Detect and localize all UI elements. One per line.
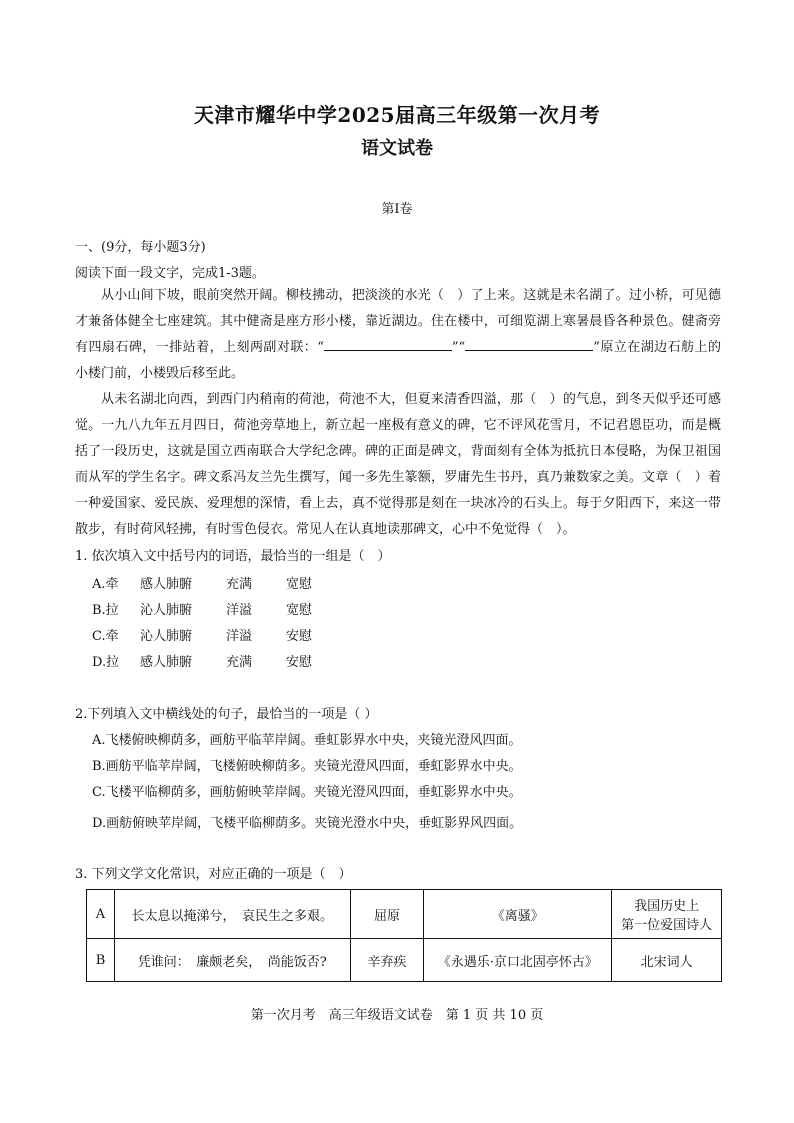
question-2-option-d: D.画舫俯映苹岸阔，飞楼平临柳荫多。夹镜光澄水中央，垂虹影界风四面。 [92, 816, 523, 831]
row-option-label: B [87, 939, 115, 982]
question-2-option-c: C.飞楼平临柳荫多，画舫俯映苹岸阔。夹镜光澄风四面，垂虹影界水中央。 [92, 785, 522, 800]
exam-title: 天津市耀华中学2025届高三年级第一次月考 [193, 103, 601, 127]
row-note: 北宋词人 [612, 939, 722, 982]
row-quote: 凭谁问： 廉颇老矣， 尚能饭否? [114, 939, 350, 982]
row-note: 我国历史上 第一位爱国诗人 [612, 890, 722, 939]
literature-knowledge-table [86, 889, 722, 982]
question-1-stem: 1. 依次填入文中括号内的词语，最恰当的一组是（ ） [75, 549, 391, 564]
question-2-option-a: A.飞楼俯映柳荫多，画舫平临苹岸阔。垂虹影界水中央，夹镜光澄风四面。 [92, 733, 522, 748]
row-author: 屈原 [350, 890, 424, 939]
section-heading: 一、(9分，每小题3分) [75, 240, 206, 255]
exam-subtitle: 语文试卷 [361, 138, 433, 159]
row-quote: 长太息以掩涕兮， 哀民生之多艰。 [114, 890, 350, 939]
page-footer: 第一次月考 高三年级语文试卷 第 1 页 共 10 页 [250, 1008, 544, 1023]
question-2-stem: 2.下列填入文中横线处的句子，最恰当的一项是（ ） [75, 707, 378, 722]
reading-passage [75, 283, 721, 543]
row-work: 《离骚》 [424, 890, 612, 939]
section-instruction: 阅读下面一段文字，完成1-3题。 [75, 266, 265, 281]
question-1-option-b: B.拉 沁人肺腑 洋溢 宽慰 [92, 603, 313, 618]
row-work: 《永遇乐·京口北固亭怀古》 [424, 939, 612, 982]
fill-blank-1 [324, 337, 452, 351]
question-1-option-c: C.牵 沁人肺腑 洋溢 安慰 [92, 629, 313, 644]
passage-paragraph-2: 从未名湖北向西，到西门内稍南的荷池，荷池不大，但夏来清香四溢，那（ ）的气息，到冬天似乎还可感觉。一九八九年五月四日，荷池旁草地上，新立起一座极有意义的碑，它不评风花雪月，不记君恩臣功，而是概括了一段历史，这就是国立西南联合大学纪念碑。碑的正面是碑文，背面刻有全体为抵抗日本侵略，为保卫祖国而从军的学生名字。碑文系冯友兰先生撰写，闻一多先生篆额，罗庸先生书丹，真乃兼数家之美。文章（ ）着一种爱国家、爱民族、爱理想的深情，看上去，真不觉得那是刻在一块冰冷的石头上。每于夕阳西下，来这一带散步，有时荷风轻拂，有时雪色侵衣。常见人在认真地读那碑文，心中不免觉得（ ）。 [75, 392, 721, 537]
row-author: 辛弃疾 [350, 939, 424, 982]
question-1-option-d: D.拉 感人肺腑 充满 安慰 [92, 655, 313, 670]
row-option-label: A [87, 890, 115, 939]
question-1-option-a: A.牵 感人肺腑 充满 宽慰 [92, 577, 313, 592]
volume-label: 第Ⅰ卷 [381, 202, 413, 217]
passage-paragraph-1: 从小山间下坡，眼前突然开阔。柳枝拂动，把淡淡的水光（ ）了上来。这就是未名湖了。过小桥，可见德才兼备体健全七座建筑。其中健斋是座方形小楼，靠近湖边。住在楼中，可细览湖上寒暑晨昏各种景色。健斋旁有四扇石碑，一排站着，上刻两副对联：“ ”“ ”原立在湖边石舫上的小楼门前，小楼毁后移至此。 [75, 288, 721, 381]
question-2-option-b: B.画舫平临苹岸阔，飞楼俯映柳荫多。夹镜光澄风四面，垂虹影界水中央。 [92, 759, 522, 774]
fill-blank-2 [465, 337, 593, 351]
question-3-stem: 3. 下列文学文化常识，对应正确的一项是（ ） [75, 867, 352, 882]
table-row [87, 939, 722, 982]
table-row [87, 890, 722, 939]
